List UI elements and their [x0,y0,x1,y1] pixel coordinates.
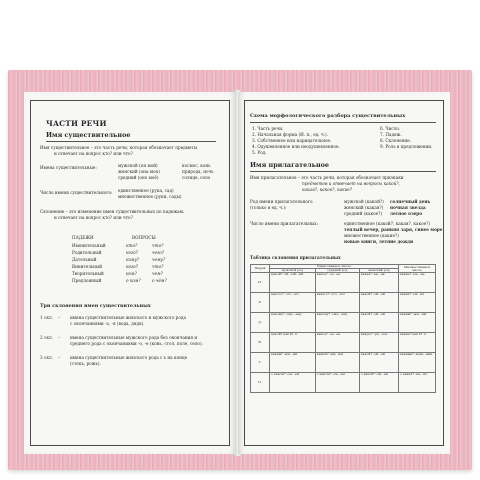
table-ending-cell: какие? как И. п. [399,333,436,353]
gender-row: женский (она моя) [118,169,160,174]
declension-text: имена существительные женского рода с ь на конце [70,355,188,360]
table-ending-cell: какой? -ой, -ей [359,313,398,333]
adjective-definition-1: Имя прилагательное – это часть речи, которая обозначает признаки [250,175,404,180]
gender-row: мужской (он мой) [118,163,158,168]
right-rule-2 [250,171,436,172]
scheme-item: 3. Собственное или нарицательное. [252,138,332,143]
noun-definition-2: и отвечает на вопрос кто? или что? [54,151,133,156]
noun-subtitle: Имя существительное [46,131,131,139]
gender-row: средний (оно моё) [118,175,159,180]
number-row: единственное (рука, сад) [118,188,174,193]
scheme-item: 5. Род. [252,150,267,155]
case-question-what: чем? [152,271,163,276]
case-name: Винительный [72,264,103,269]
adj-number-row: теплый вечер, ранняя заря, синее море [344,227,443,232]
table-subheader-masc: мужской род [270,269,316,273]
table-ending-cell: о каком? -ом, -ем [315,373,359,393]
declension-number: 2 скл. [40,335,53,340]
adjective-title: Имя прилагательное [250,161,329,169]
gender-example: космос, конь [182,163,211,168]
declension-dash: – [58,355,61,360]
declension-text: с окончаниями -а, -я (вода, дядя). [70,321,145,326]
case-question-who: кого? [126,264,138,269]
noun-definition-1: Имя существительное – это часть речи, которая обозначает предметы [40,145,198,150]
table-ending-cell: какой? -ой, -ый, -ий [270,273,316,293]
table-ending-cell: каким? -ым, -им [399,313,436,333]
table-ending-cell: какого? -ого, -его [270,293,316,313]
table-ending-cell: каким? -ым, -им [315,353,359,373]
adjective-declension-table [250,264,436,393]
scheme-item: 1. Часть речи. [252,126,284,131]
declension-text: среднего рода с окончаниями -о, -е (конь, стол, поле, село). [70,341,203,346]
adj-gender-example: ночная звезда [390,205,426,210]
table-row [251,273,436,293]
table-case-cell: Р. [251,293,270,313]
table-ending-cell: каким? -ым, -им [270,353,316,373]
declension-number: 3 скл. [40,355,53,360]
table-row [251,293,436,313]
left-rule [46,141,216,142]
adj-number-row: множественное (какие?) [344,233,399,238]
table-ending-cell: каких? -ых, -их [399,293,436,313]
table-ending-cell: какой? как И. п. [270,333,316,353]
adj-gender-example: лесное озеро [390,211,422,216]
table-ending-cell: какие? -ые, -ие [399,273,436,293]
table-header-singular: Единственное число [270,265,399,269]
table-ending-cell: о каких? -ых, -их [399,373,436,393]
left-page [24,92,236,454]
case-question-what: чему? [152,257,166,262]
case-question-what: что? [152,243,164,248]
table-ending-cell: какими? -ыми, -ими [399,353,436,373]
right-page [238,92,450,454]
table-header-plural: Множественное число [399,265,436,273]
adj-number-row: единственное (какой?, какая?, какое?) [344,221,431,226]
adj-gender-label: Род имени прилагательного [250,199,313,204]
scheme-item: 6. Число. [380,126,401,131]
table-row [251,313,436,333]
case-name: Родительный [72,250,102,255]
table-case-cell: Д. [251,313,270,333]
table-ending-cell: какой? -ой, -ей [359,293,398,313]
declension-text: (степь, рожь). [70,361,101,366]
number-label: Число имени существительного: [40,190,113,195]
case-question-who: о ком? [126,278,141,283]
case-question-what: чего? [152,250,164,255]
adj-gender-row: мужской (какой?) [344,199,384,204]
scheme-item: 4. Одушевленное или неодушевленное. [252,144,340,149]
gender-example: природа, ночь [182,169,214,174]
declension-table-title: Таблица склонения прилагательных [250,255,341,260]
declension-dash: – [58,315,61,320]
table-ending-cell: какой? -ой, -ей [359,353,398,373]
case-question-what: о чём? [152,278,167,283]
table-ending-cell: о какой? -ой, -ей [359,373,398,393]
case-name: Предложный [72,278,102,283]
table-ending-cell: какая? -ая, -яя [359,273,398,293]
table-ending-cell: какого? -ого, -его [315,293,359,313]
case-question-who: кому? [126,257,140,262]
table-ending-cell: какое? -ое, -ее [315,273,359,293]
table-ending-cell: какому? -ому, -ему [315,313,359,333]
three-declensions-title: Три склонения имен существительных [40,303,151,309]
scheme-item: 2. Начальная форма (И. п., ед. ч.). [252,132,329,137]
declension-number: 1 скл. [40,315,53,320]
declension-definition-2: и отвечает на вопрос кто? или что? [54,215,133,220]
table-ending-cell: какому? -ому, -ему [270,313,316,333]
case-question-who: кого? [126,250,138,255]
adj-number-label: Число имени прилагательных: [250,221,319,226]
adj-number-row: новые книги, летние дожди [344,239,414,244]
table-row [251,353,436,373]
case-question-who: кем? [126,271,137,276]
table-case-cell: П. [251,373,270,393]
adj-gender-row: женский (какая?) [344,205,384,210]
declension-text: имена существительные мужского рода без окончания и [70,335,198,340]
table-case-cell: Т. [251,353,270,373]
adjective-definition-2: предметов и отвечает на вопросы какой?, [302,181,400,186]
morph-scheme-title: Схема морфологического разбора существительных [250,113,406,119]
case-name: Творительный [72,271,104,276]
adj-gender-example: солнечный день [390,199,431,204]
number-row: множественное (руки, сады) [118,194,182,199]
declension-dash: – [58,335,61,340]
table-subheader-neut: средний род [315,269,359,273]
scheme-item: 7. Падеж. [380,132,402,137]
table-subheader-fem: женский род [359,269,398,273]
gender-label: Имена существительные: [40,165,97,170]
table-case-cell: И. [251,273,270,293]
gender-example: солнце, село [182,175,211,180]
scheme-item: 9. Роль в предложении. [380,144,433,149]
table-row [251,373,436,393]
scheme-item: 8. Склонение. [380,138,411,143]
cases-header: ПАДЕЖИ [72,235,94,240]
case-question-what: что? [152,264,164,269]
questions-header: ВОПРОСЫ [132,235,156,240]
case-name: Именительный [72,243,106,248]
table-ending-cell: какую? -ую, -юю [359,333,398,353]
right-rule [250,122,436,123]
table-body [251,273,436,393]
table-ending-cell: о каком? -ом, -ем [270,373,316,393]
adj-gender-label-2: (только в ед. ч.): [250,205,287,210]
table-row [251,333,436,353]
case-name: Дательный [72,257,97,262]
case-question-who: кто? [126,243,138,248]
table-ending-cell: какое? -ое, -ее [315,333,359,353]
declension-definition-1: Склонение – это изменение имен существительных по падежам. [40,209,185,214]
parts-of-speech-title: ЧАСТИ РЕЧИ [46,119,107,128]
table-case-cell: В. [251,333,270,353]
adj-gender-row: средний (какое?) [344,211,383,216]
declension-text: имена существительные женского и мужского рода [70,315,186,320]
table-header-case: Падеж [251,265,270,273]
adjective-definition-3: какая?, какое?, какие? [302,187,352,192]
